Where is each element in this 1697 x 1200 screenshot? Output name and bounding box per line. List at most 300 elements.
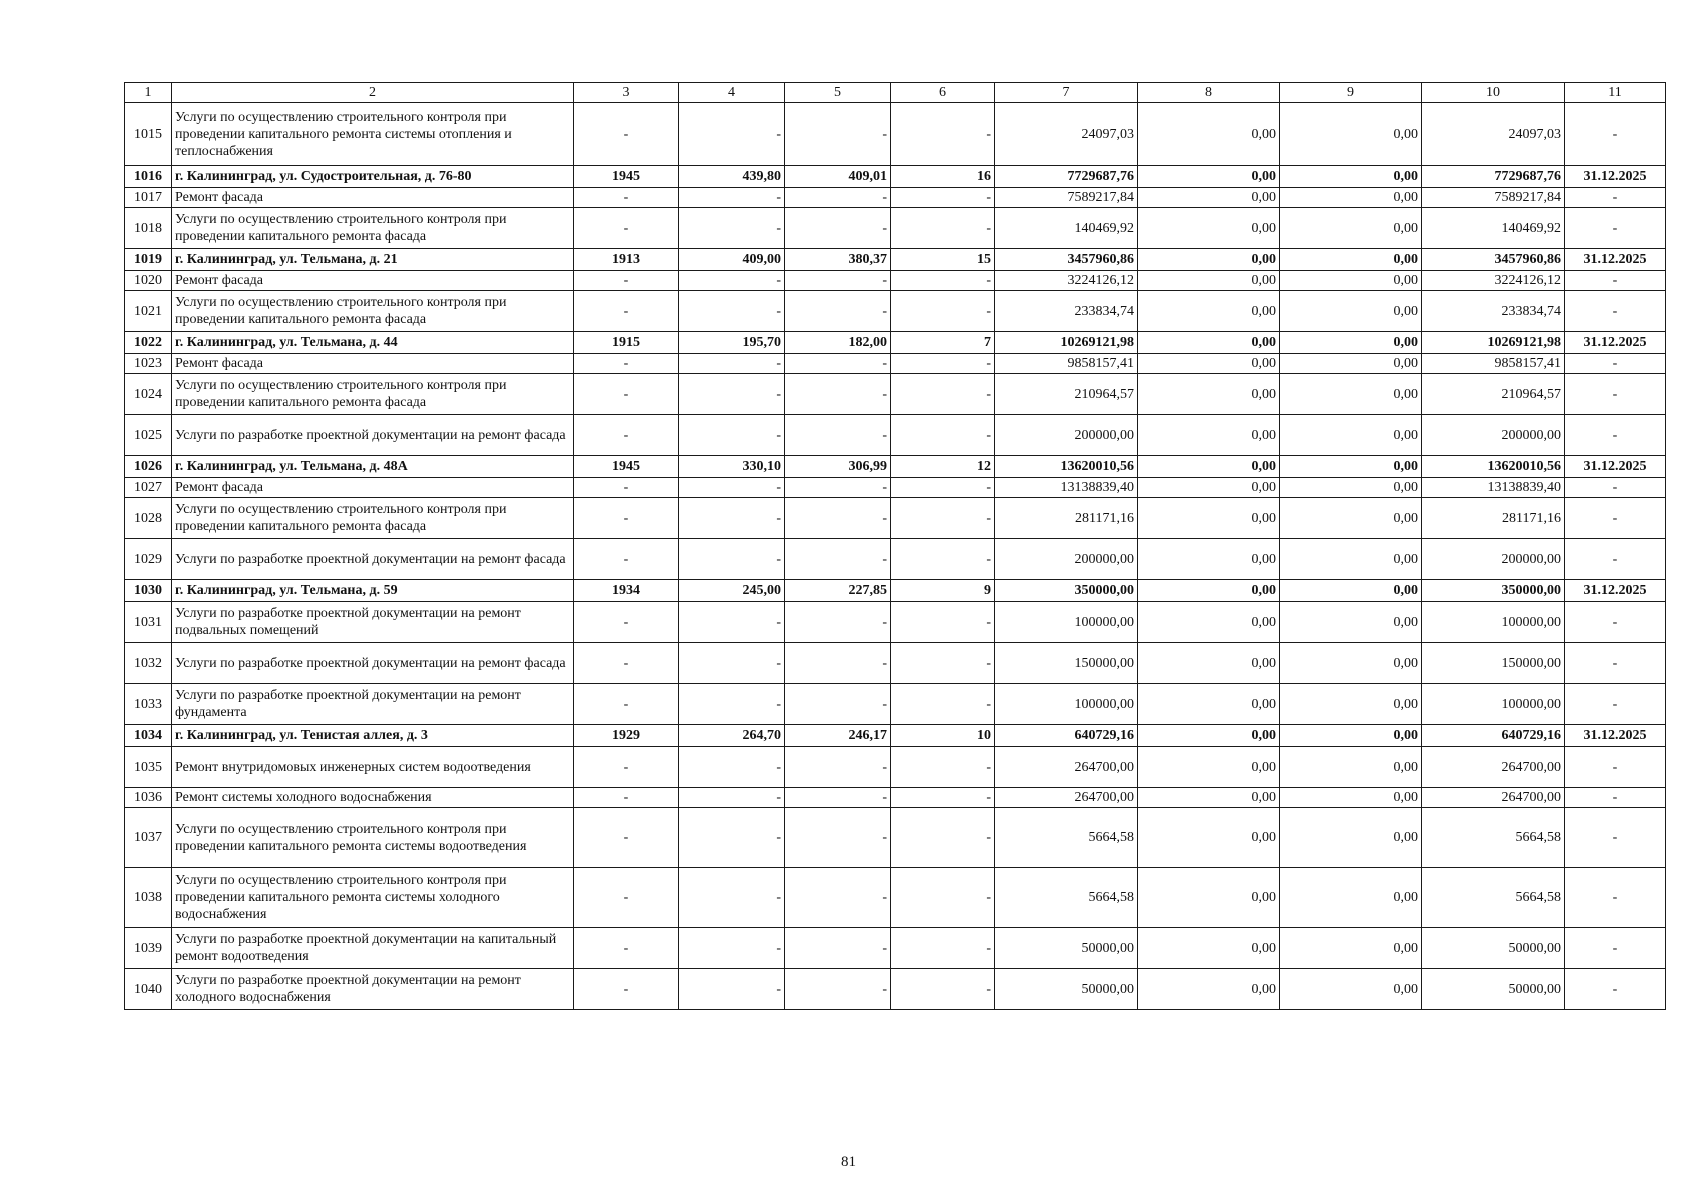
cell-col-11: - [1565,208,1666,249]
cell-col-7: 3457960,86 [995,249,1138,271]
cell-col-3: - [574,684,679,725]
cell-col-10: 640729,16 [1422,725,1565,747]
cell-col-2: Услуги по разработке проектной документации на ремонт фундамента [172,684,574,725]
cell-col-2: Услуги по осуществлению строительного контроля при проведении капитального ремонта системы холодного водоснабжения [172,868,574,928]
cell-col-3: - [574,747,679,788]
cell-col-4: - [679,602,785,643]
cell-col-5: - [785,188,891,208]
cell-col-3: - [574,188,679,208]
cell-col-3: 1934 [574,580,679,602]
cell-col-3: 1945 [574,166,679,188]
cell-col-9: 0,00 [1280,478,1422,498]
address-row [125,456,1666,478]
cell-col-7: 5664,58 [995,808,1138,868]
cell-col-6: 16 [891,166,995,188]
cell-col-10: 10269121,98 [1422,332,1565,354]
cell-col-9: 0,00 [1280,969,1422,1010]
cell-col-4: - [679,788,785,808]
cell-col-6: - [891,208,995,249]
cell-col-1: 1037 [125,808,172,868]
cell-col-6: - [891,928,995,969]
cell-col-8: 0,00 [1138,539,1280,580]
cell-col-9: 0,00 [1280,684,1422,725]
cell-col-4: - [679,808,785,868]
cell-col-7: 233834,74 [995,291,1138,332]
cell-col-6: 7 [891,332,995,354]
cell-col-10: 200000,00 [1422,539,1565,580]
cell-col-8: 0,00 [1138,868,1280,928]
cell-col-7: 350000,00 [995,580,1138,602]
cell-col-4: - [679,643,785,684]
cell-col-5: - [785,684,891,725]
column-number-cell: 11 [1565,83,1666,103]
cell-col-9: 0,00 [1280,271,1422,291]
cell-col-8: 0,00 [1138,684,1280,725]
cell-col-11: - [1565,788,1666,808]
cell-col-4: - [679,188,785,208]
cell-col-6: - [891,788,995,808]
cell-col-5: - [785,788,891,808]
cell-col-6: - [891,747,995,788]
cell-col-2: г. Калининград, ул. Тельмана, д. 44 [172,332,574,354]
work-item-row [125,208,1666,249]
cell-col-5: - [785,928,891,969]
cell-col-7: 200000,00 [995,539,1138,580]
cell-col-4: - [679,208,785,249]
cell-col-11: - [1565,271,1666,291]
work-item-row [125,271,1666,291]
cell-col-4: - [679,684,785,725]
cell-col-8: 0,00 [1138,788,1280,808]
cell-col-10: 13138839,40 [1422,478,1565,498]
cell-col-1: 1031 [125,602,172,643]
cell-col-2: Услуги по разработке проектной документации на ремонт подвальных помещений [172,602,574,643]
cell-col-6: - [891,643,995,684]
cell-col-4: - [679,868,785,928]
cell-col-3: - [574,415,679,456]
cell-col-3: - [574,103,679,166]
cell-col-6: - [891,498,995,539]
cell-col-4: - [679,354,785,374]
cell-col-5: - [785,374,891,415]
cell-col-7: 140469,92 [995,208,1138,249]
cell-col-4: - [679,539,785,580]
cell-col-6: - [891,188,995,208]
address-row [125,332,1666,354]
cell-col-6: - [891,354,995,374]
cell-col-1: 1036 [125,788,172,808]
cell-col-7: 13138839,40 [995,478,1138,498]
cell-col-9: 0,00 [1280,291,1422,332]
cell-col-11: - [1565,478,1666,498]
cell-col-1: 1019 [125,249,172,271]
cell-col-11: - [1565,354,1666,374]
cell-col-9: 0,00 [1280,208,1422,249]
column-number-cell: 4 [679,83,785,103]
cell-col-9: 0,00 [1280,166,1422,188]
cell-col-8: 0,00 [1138,969,1280,1010]
cell-col-4: 330,10 [679,456,785,478]
cell-col-11: - [1565,643,1666,684]
column-number-cell: 7 [995,83,1138,103]
cell-col-1: 1033 [125,684,172,725]
work-plan-table [124,82,1666,1010]
cell-col-7: 13620010,56 [995,456,1138,478]
cell-col-6: - [891,415,995,456]
cell-col-8: 0,00 [1138,332,1280,354]
cell-col-9: 0,00 [1280,539,1422,580]
cell-col-9: 0,00 [1280,788,1422,808]
cell-col-2: Услуги по осуществлению строительного контроля при проведении капитального ремонта системы водоотведения [172,808,574,868]
cell-col-3: - [574,928,679,969]
cell-col-2: Услуги по разработке проектной документации на ремонт холодного водоснабжения [172,969,574,1010]
address-row [125,166,1666,188]
cell-col-9: 0,00 [1280,580,1422,602]
cell-col-7: 9858157,41 [995,354,1138,374]
cell-col-8: 0,00 [1138,415,1280,456]
cell-col-5: - [785,271,891,291]
cell-col-8: 0,00 [1138,103,1280,166]
work-item-row [125,684,1666,725]
cell-col-3: 1913 [574,249,679,271]
cell-col-4: - [679,291,785,332]
cell-col-5: - [785,602,891,643]
cell-col-10: 264700,00 [1422,747,1565,788]
cell-col-11: - [1565,684,1666,725]
cell-col-3: 1929 [574,725,679,747]
cell-col-10: 100000,00 [1422,602,1565,643]
cell-col-10: 24097,03 [1422,103,1565,166]
cell-col-5: - [785,208,891,249]
cell-col-1: 1040 [125,969,172,1010]
cell-col-7: 281171,16 [995,498,1138,539]
cell-col-5: - [785,808,891,868]
cell-col-1: 1017 [125,188,172,208]
cell-col-10: 3224126,12 [1422,271,1565,291]
cell-col-2: Услуги по осуществлению строительного контроля при проведении капитального ремонта фасада [172,374,574,415]
cell-col-7: 640729,16 [995,725,1138,747]
cell-col-11: 31.12.2025 [1565,166,1666,188]
cell-col-7: 100000,00 [995,684,1138,725]
cell-col-6: - [891,684,995,725]
cell-col-11: 31.12.2025 [1565,725,1666,747]
cell-col-9: 0,00 [1280,332,1422,354]
cell-col-10: 150000,00 [1422,643,1565,684]
work-item-row [125,969,1666,1010]
work-item-row [125,868,1666,928]
cell-col-2: Услуги по осуществлению строительного контроля при проведении капитального ремонта системы отопления и теплоснабжения [172,103,574,166]
cell-col-9: 0,00 [1280,928,1422,969]
cell-col-2: Ремонт фасада [172,271,574,291]
cell-col-9: 0,00 [1280,415,1422,456]
cell-col-10: 50000,00 [1422,928,1565,969]
cell-col-3: - [574,868,679,928]
cell-col-2: г. Калининград, ул. Тельмана, д. 59 [172,580,574,602]
cell-col-7: 24097,03 [995,103,1138,166]
cell-col-7: 50000,00 [995,928,1138,969]
cell-col-3: - [574,788,679,808]
cell-col-4: - [679,747,785,788]
cell-col-8: 0,00 [1138,271,1280,291]
cell-col-6: 9 [891,580,995,602]
cell-col-7: 7729687,76 [995,166,1138,188]
cell-col-6: - [891,602,995,643]
cell-col-10: 13620010,56 [1422,456,1565,478]
cell-col-7: 264700,00 [995,788,1138,808]
cell-col-11: - [1565,498,1666,539]
cell-col-6: - [891,478,995,498]
cell-col-10: 5664,58 [1422,868,1565,928]
cell-col-9: 0,00 [1280,456,1422,478]
cell-col-8: 0,00 [1138,166,1280,188]
column-number-cell: 8 [1138,83,1280,103]
column-number-cell: 9 [1280,83,1422,103]
cell-col-1: 1038 [125,868,172,928]
cell-col-9: 0,00 [1280,643,1422,684]
cell-col-6: - [891,291,995,332]
cell-col-5: 227,85 [785,580,891,602]
cell-col-1: 1026 [125,456,172,478]
cell-col-2: Ремонт фасада [172,188,574,208]
cell-col-11: - [1565,928,1666,969]
cell-col-1: 1024 [125,374,172,415]
cell-col-2: Ремонт внутридомовых инженерных систем водоотведения [172,747,574,788]
cell-col-4: - [679,374,785,415]
cell-col-9: 0,00 [1280,602,1422,643]
cell-col-6: - [891,539,995,580]
cell-col-5: 246,17 [785,725,891,747]
cell-col-1: 1030 [125,580,172,602]
work-item-row [125,747,1666,788]
address-row [125,580,1666,602]
cell-col-7: 5664,58 [995,868,1138,928]
cell-col-6: - [891,103,995,166]
cell-col-10: 100000,00 [1422,684,1565,725]
work-item-row [125,103,1666,166]
cell-col-8: 0,00 [1138,580,1280,602]
cell-col-7: 210964,57 [995,374,1138,415]
cell-col-11: - [1565,969,1666,1010]
cell-col-8: 0,00 [1138,808,1280,868]
cell-col-5: - [785,747,891,788]
cell-col-9: 0,00 [1280,354,1422,374]
cell-col-6: - [891,271,995,291]
cell-col-1: 1022 [125,332,172,354]
cell-col-4: 195,70 [679,332,785,354]
cell-col-1: 1039 [125,928,172,969]
cell-col-3: - [574,478,679,498]
cell-col-3: - [574,808,679,868]
cell-col-5: - [785,643,891,684]
cell-col-6: - [891,374,995,415]
cell-col-3: - [574,643,679,684]
cell-col-9: 0,00 [1280,747,1422,788]
cell-col-5: - [785,969,891,1010]
cell-col-1: 1023 [125,354,172,374]
cell-col-10: 9858157,41 [1422,354,1565,374]
cell-col-2: г. Калининград, ул. Тенистая аллея, д. 3 [172,725,574,747]
cell-col-4: 409,00 [679,249,785,271]
cell-col-6: 12 [891,456,995,478]
cell-col-9: 0,00 [1280,188,1422,208]
cell-col-4: - [679,103,785,166]
cell-col-10: 210964,57 [1422,374,1565,415]
cell-col-11: - [1565,868,1666,928]
cell-col-11: - [1565,103,1666,166]
cell-col-2: Услуги по осуществлению строительного контроля при проведении капитального ремонта фасада [172,291,574,332]
cell-col-2: Ремонт фасада [172,478,574,498]
cell-col-10: 200000,00 [1422,415,1565,456]
work-item-row [125,478,1666,498]
cell-col-8: 0,00 [1138,725,1280,747]
cell-col-8: 0,00 [1138,602,1280,643]
cell-col-2: Услуги по разработке проектной документации на ремонт фасада [172,415,574,456]
cell-col-5: - [785,415,891,456]
cell-col-1: 1018 [125,208,172,249]
cell-col-1: 1015 [125,103,172,166]
cell-col-5: - [785,868,891,928]
cell-col-7: 7589217,84 [995,188,1138,208]
work-item-row [125,354,1666,374]
work-item-row [125,188,1666,208]
cell-col-5: - [785,478,891,498]
cell-col-1: 1020 [125,271,172,291]
cell-col-5: 380,37 [785,249,891,271]
cell-col-3: - [574,602,679,643]
cell-col-8: 0,00 [1138,208,1280,249]
cell-col-11: - [1565,602,1666,643]
cell-col-5: 306,99 [785,456,891,478]
cell-col-4: - [679,271,785,291]
cell-col-2: Услуги по осуществлению строительного контроля при проведении капитального ремонта фасада [172,208,574,249]
cell-col-5: - [785,103,891,166]
cell-col-3: 1915 [574,332,679,354]
cell-col-1: 1029 [125,539,172,580]
cell-col-4: 439,80 [679,166,785,188]
work-item-row [125,291,1666,332]
cell-col-11: - [1565,747,1666,788]
work-item-row [125,415,1666,456]
cell-col-7: 264700,00 [995,747,1138,788]
cell-col-3: - [574,969,679,1010]
cell-col-10: 140469,92 [1422,208,1565,249]
cell-col-3: 1945 [574,456,679,478]
cell-col-2: Услуги по разработке проектной документации на ремонт фасада [172,539,574,580]
cell-col-3: - [574,539,679,580]
cell-col-10: 281171,16 [1422,498,1565,539]
cell-col-9: 0,00 [1280,808,1422,868]
cell-col-7: 200000,00 [995,415,1138,456]
cell-col-10: 350000,00 [1422,580,1565,602]
cell-col-5: - [785,498,891,539]
cell-col-2: г. Калининград, ул. Тельмана, д. 48А [172,456,574,478]
cell-col-7: 50000,00 [995,969,1138,1010]
cell-col-4: - [679,928,785,969]
cell-col-2: Ремонт системы холодного водоснабжения [172,788,574,808]
work-item-row [125,374,1666,415]
cell-col-10: 50000,00 [1422,969,1565,1010]
cell-col-10: 7589217,84 [1422,188,1565,208]
cell-col-6: - [891,808,995,868]
cell-col-3: - [574,291,679,332]
cell-col-11: - [1565,291,1666,332]
cell-col-9: 0,00 [1280,868,1422,928]
cell-col-8: 0,00 [1138,188,1280,208]
cell-col-3: - [574,498,679,539]
cell-col-8: 0,00 [1138,249,1280,271]
cell-col-5: 182,00 [785,332,891,354]
cell-col-9: 0,00 [1280,249,1422,271]
work-item-row [125,928,1666,969]
cell-col-8: 0,00 [1138,747,1280,788]
cell-col-4: - [679,478,785,498]
cell-col-6: 15 [891,249,995,271]
cell-col-6: 10 [891,725,995,747]
cell-col-1: 1035 [125,747,172,788]
cell-col-1: 1021 [125,291,172,332]
cell-col-8: 0,00 [1138,928,1280,969]
cell-col-3: - [574,354,679,374]
page-number: 81 [841,1154,856,1170]
work-item-row [125,808,1666,868]
cell-col-5: - [785,291,891,332]
cell-col-7: 10269121,98 [995,332,1138,354]
cell-col-8: 0,00 [1138,643,1280,684]
column-number-cell: 5 [785,83,891,103]
cell-col-11: - [1565,374,1666,415]
cell-col-1: 1025 [125,415,172,456]
cell-col-5: - [785,539,891,580]
cell-col-7: 150000,00 [995,643,1138,684]
cell-col-4: - [679,415,785,456]
cell-col-8: 0,00 [1138,354,1280,374]
cell-col-8: 0,00 [1138,291,1280,332]
cell-col-9: 0,00 [1280,498,1422,539]
column-number-cell: 10 [1422,83,1565,103]
cell-col-11: 31.12.2025 [1565,580,1666,602]
cell-col-11: - [1565,415,1666,456]
cell-col-2: г. Калининград, ул. Судостроительная, д. 76-80 [172,166,574,188]
cell-col-1: 1032 [125,643,172,684]
work-item-row [125,643,1666,684]
column-number-cell: 1 [125,83,172,103]
work-item-row [125,602,1666,643]
work-item-row [125,788,1666,808]
cell-col-2: Услуги по разработке проектной документации на ремонт фасада [172,643,574,684]
cell-col-6: - [891,969,995,1010]
work-item-row [125,498,1666,539]
cell-col-8: 0,00 [1138,374,1280,415]
column-number-cell: 6 [891,83,995,103]
cell-col-1: 1034 [125,725,172,747]
column-number-cell: 3 [574,83,679,103]
cell-col-11: 31.12.2025 [1565,332,1666,354]
cell-col-11: - [1565,188,1666,208]
cell-col-10: 7729687,76 [1422,166,1565,188]
cell-col-9: 0,00 [1280,725,1422,747]
cell-col-11: 31.12.2025 [1565,249,1666,271]
cell-col-11: 31.12.2025 [1565,456,1666,478]
cell-col-3: - [574,374,679,415]
cell-col-2: Ремонт фасада [172,354,574,374]
cell-col-8: 0,00 [1138,478,1280,498]
cell-col-4: 245,00 [679,580,785,602]
cell-col-1: 1016 [125,166,172,188]
cell-col-11: - [1565,808,1666,868]
cell-col-10: 233834,74 [1422,291,1565,332]
cell-col-8: 0,00 [1138,456,1280,478]
cell-col-1: 1028 [125,498,172,539]
